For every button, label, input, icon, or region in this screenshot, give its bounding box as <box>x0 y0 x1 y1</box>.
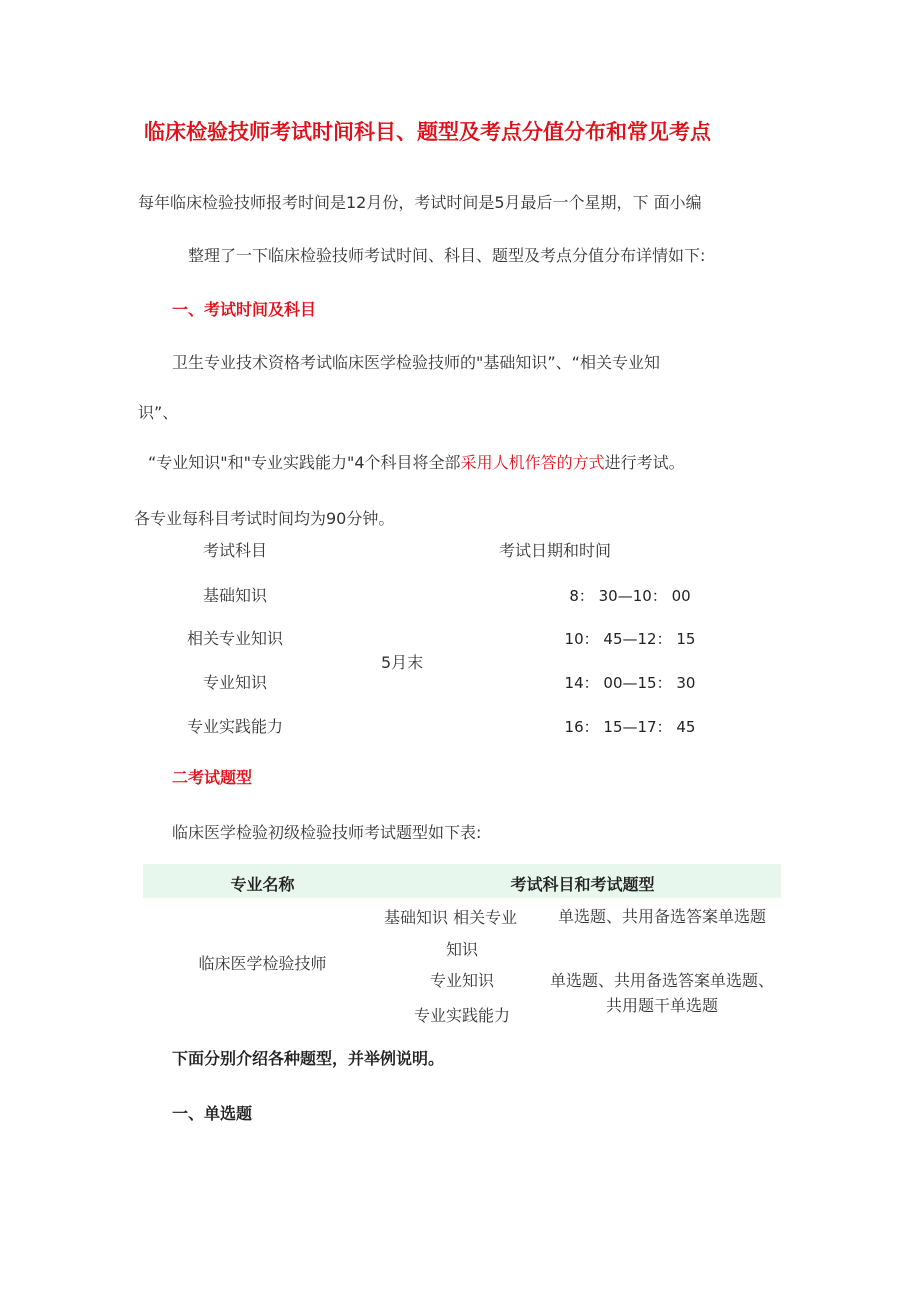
schedule-subject-3: 专业知识 <box>202 673 267 692</box>
type-question-types-1: 单选题、共用备选答案单选题 <box>557 907 766 926</box>
document-title: 临床检验技师考试时间科目、题型及考点分值分布和常见考点 <box>144 120 711 144</box>
type-subjects-line-4: 专业实践能力 <box>413 1006 510 1025</box>
para-text-b: 进行考试。 <box>604 453 685 472</box>
section1-para-line-2: 识”、 <box>138 403 179 422</box>
section-heading-question-types: 二考试题型 <box>172 768 253 787</box>
para-text-highlight: 采用人机作答的方式 <box>460 453 605 472</box>
schedule-subject-4: 专业实践能力 <box>186 717 283 736</box>
schedule-subject-1: 基础知识 <box>202 586 267 605</box>
section2-para: 临床医学检验初级检验技师考试题型如下表: <box>172 823 482 842</box>
type-header-types: 考试科目和考试题型 <box>510 875 655 894</box>
type-question-types-2: 单选题、共用备选答案单选题、共用题干单选题 <box>549 971 774 1015</box>
schedule-header-datetime: 考试日期和时间 <box>498 541 611 560</box>
schedule-time-4: 16： 15—17： 45 <box>564 718 696 736</box>
schedule-date: 5月末 <box>381 653 424 672</box>
section-heading-single-choice: 一、单选题 <box>172 1104 253 1123</box>
intro-line-1: 每年临床检验技师报考时间是12月份，考试时间是5月最后一个星期，下 面小编 <box>138 193 702 212</box>
intro-line-2: 整理了一下临床检验技师考试时间、科目、题型及考点分值分布详情如下: <box>188 246 706 265</box>
section-heading-exam-time: 一、考试时间及科目 <box>172 300 317 319</box>
type-header-name: 专业名称 <box>230 875 295 894</box>
type-subjects-line-2: 知识 <box>445 940 478 959</box>
schedule-time-3: 14： 00—15： 30 <box>564 674 696 692</box>
para-text-a: “专业知识"和"专业实践能力"4个科目将全部 <box>148 453 461 472</box>
type-subjects-line-3: 专业知识 <box>429 971 494 990</box>
type-profession-name: 临床医学检验技师 <box>198 954 327 973</box>
section1-para-line-1: 卫生专业技术资格考试临床医学检验技师的"基础知识”、“相关专业知 <box>172 353 660 372</box>
type-subjects-line-1: 基础知识 相关专业 <box>384 908 518 927</box>
schedule-header-subject: 考试科目 <box>202 541 267 560</box>
schedule-time-1: 8： 30—10： 00 <box>569 587 691 605</box>
section1-para-line-4: 各专业每科目考试时间均为90分钟。 <box>134 509 395 528</box>
section3-lead: 下面分别介绍各种题型，并举例说明。 <box>172 1049 445 1068</box>
schedule-time-2: 10： 45—12： 15 <box>564 630 696 648</box>
schedule-subject-2: 相关专业知识 <box>186 629 283 648</box>
section1-para-line-3 <box>148 450 685 473</box>
